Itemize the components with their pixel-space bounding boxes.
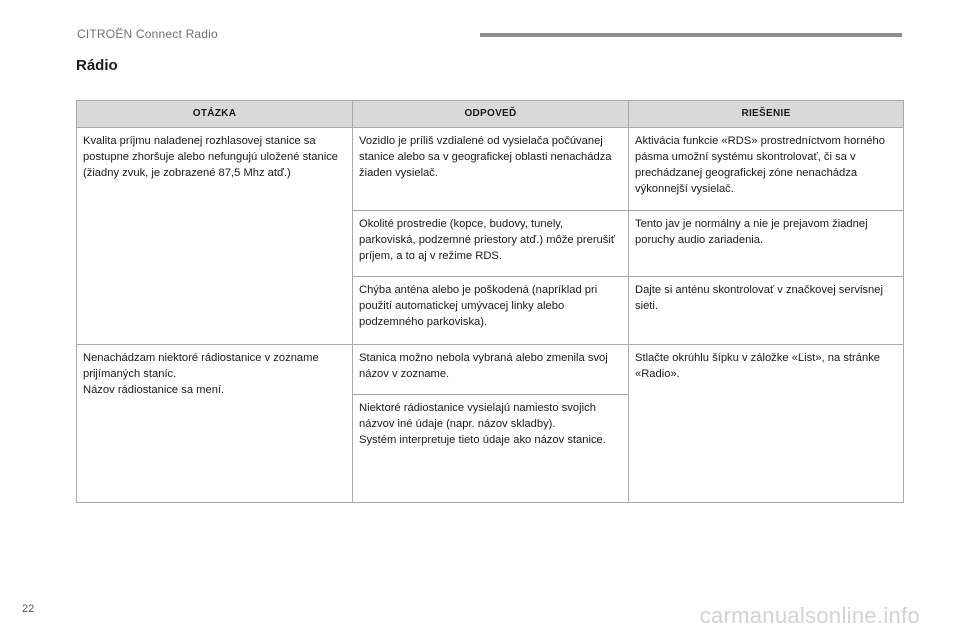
watermark: carmanualsonline.info xyxy=(699,603,920,628)
answer-cell: Niektoré rádiostanice vysielajú namiesto svojich názvov iné údaje (napr. názov skladby). Systém interpretuje tieto údaje ako názov stanice. xyxy=(353,395,629,503)
question-cell: Nenachádzam niektoré rádiostanice v zozname prijímaných staníc. Názov rádiostanice sa mení. xyxy=(77,345,353,503)
solution-cell: Tento jav je normálny a nie je prejavom žiadnej poruchy audio zariadenia. xyxy=(629,211,904,277)
solution-cell: Aktivácia funkcie «RDS» prostredníctvom horného pásma umožní systému skontrolovať, či sa v prechádzanej geografickej zóne nenachádza výkonnejší vysielač. xyxy=(629,128,904,211)
header-answer: ODPOVEĎ xyxy=(353,101,629,128)
answer-cell: Okolité prostredie (kopce, budovy, tunely, parkoviská, podzemné priestory atď.) môže prerušiť príjem, a to aj v režime RDS. xyxy=(353,211,629,277)
table-row xyxy=(77,345,904,395)
answer-cell: Vozidlo je príliš vzdialené od vysielača počúvanej stanice alebo sa v geografickej oblasti nenachádza žiaden vysielač. xyxy=(353,128,629,211)
answer-cell: Stanica možno nebola vybraná alebo zmenila svoj názov v zozname. xyxy=(353,345,629,395)
troubleshooting-table xyxy=(76,100,904,503)
page-number: 22 xyxy=(22,603,35,615)
answer-cell: Chýba anténa alebo je poškodená (napríklad pri použití automatickej umývacej linky alebo podzemného parkoviska). xyxy=(353,277,629,345)
question-cell: Kvalita príjmu naladenej rozhlasovej stanice sa postupne zhoršuje alebo nefungujú uložené stanice (žiadny zvuk, je zobrazené 87,5 Mhz atď.) xyxy=(77,128,353,345)
header-question: OTÁZKA xyxy=(77,101,353,128)
section-title: Rádio xyxy=(76,57,118,74)
solution-cell: Dajte si anténu skontrolovať v značkovej servisnej sieti. xyxy=(629,277,904,345)
header-bar xyxy=(480,33,902,37)
table-row xyxy=(77,128,904,211)
table-header-row xyxy=(77,101,904,128)
brand-title: CITROËN Connect Radio xyxy=(77,27,218,41)
header-solution: RIEŠENIE xyxy=(629,101,904,128)
solution-cell: Stlačte okrúhlu šípku v záložke «List», na stránke «Radio». xyxy=(629,345,904,503)
